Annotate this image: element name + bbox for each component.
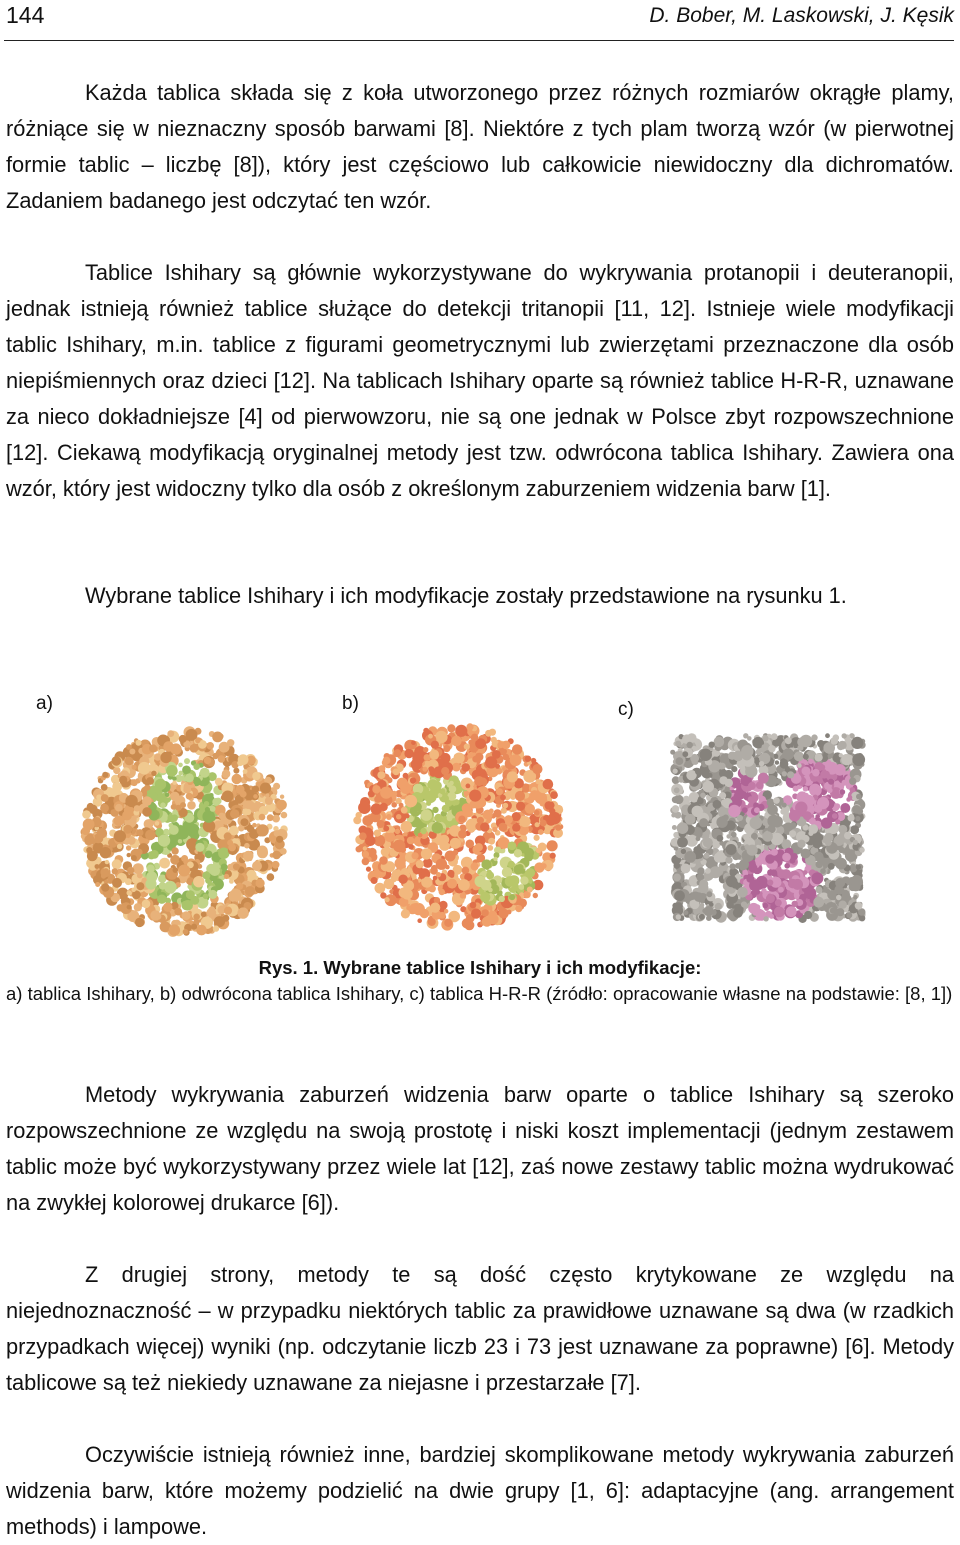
figure-caption-text: a) tablica Ishihary, b) odwrócona tablica Ishihary, c) tablica H-R-R (źródło: opracowanie własne na podstawie: [8, 1]) <box>6 983 953 1004</box>
figure-label-a: a) <box>36 693 53 714</box>
inverted-ishihara-plate-image <box>352 718 566 938</box>
running-header <box>4 0 954 41</box>
page-number: 144 <box>6 2 45 28</box>
paragraph-ishihara-uses: Tablice Ishihary są głównie wykorzystywane do wykrywania protanopii i deuteranopii, jednak istnieją również tablice służące do detekcji tritanopii [11, 12]. Istnieje wiele modyfikacji tablic Ishihary, m.in. tablice z figurami geometrycznymi lub zwierzętami przeznaczone dla osób niepiśmiennych oraz dzieci [12]. Na tablicach Ishihary oparte są również tablice H-R-R, uznawane za nieco dokładniejsze [4] od pierwowzoru, nie są one jednak w Polsce zbyt rozpowszechnione [12]. Ciekawą modyfikacją oryginalnej metody jest tzw. odwrócona tablica Ishihary. Zawiera ona wzór, który jest widoczny tylko dla osób z określonym zaburzeniem widzenia barw [1]. <box>6 260 954 501</box>
paragraph-advantages: Metody wykrywania zaburzeń widzenia barw oparte o tablice Ishihary są szeroko rozpowszechnione ze względu na swoją prostotę i niski koszt implementacji (jednym zestawem tablic może być wykorzystywany przez wiele lat [12], zaś nowe zestawy tablic można wydrukować na zwykłej kolorowej drukarce [6]). <box>6 1082 954 1215</box>
ishihara-plate-image <box>78 725 292 939</box>
running-authors: D. Bober, M. Laskowski, J. Kęsik <box>649 4 954 27</box>
paragraph-criticism: Z drugiej strony, metody te są dość często krytykowane ze względu na niejednoznaczność – w przypadku niektórych tablic za prawidłowe uznawane są dwa (w rzadkich przypadkach więcej) wyniki (np. odczytanie liczb 23 i 73 jest uznawane za poprawne) [6]. Metody tablicowe są też niekiedy uznawane za niejasne i przestarzałe [7]. <box>6 1262 954 1395</box>
figure-label-c: c) <box>618 699 634 720</box>
figure-caption-title: Rys. 1. Wybrane tablice Ishihary i ich modyfikacje: <box>258 957 702 978</box>
paragraph-other-methods: Oczywiście istnieją również inne, bardziej skomplikowane metody wykrywania zaburzeń widzenia barw, które możemy podzielić na dwie grupy [1, 6]: adaptacyjne (ang. arrangement methods) i lampowe. <box>6 1442 954 1539</box>
paragraph-plate-description: Każda tablica składa się z koła utworzonego przez różnych rozmiarów okrągłe plamy, różniące się w nieznaczny sposób barwami [8]. Niektóre z tych plam tworzą wzór (w pierwotnej formie tablic – liczbę [8]), który jest częściowo lub całkowicie niewidoczny dla dichromatów. Zadaniem badanego jest odczytać ten wzór. <box>6 80 954 213</box>
hrr-plate-image <box>670 733 866 923</box>
figure-label-b: b) <box>342 693 359 714</box>
figure-caption <box>6 955 954 1007</box>
paragraph-figure-reference: Wybrane tablice Ishihary i ich modyfikacje zostały przedstawione na rysunku 1. <box>85 583 847 608</box>
